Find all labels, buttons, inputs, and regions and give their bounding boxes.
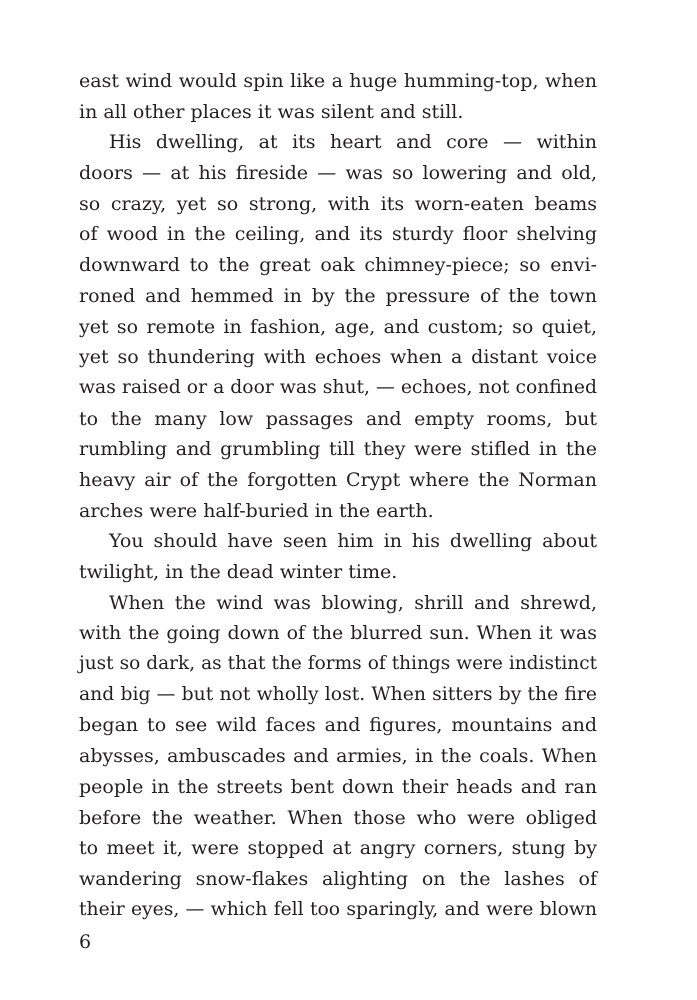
text-line: doors — at his fireside — was so lowering and old, — [79, 162, 597, 185]
text-line: before the weather. When those who were obliged — [79, 806, 597, 829]
text-line: of wood in the ceiling, and its sturdy floor shelving — [79, 223, 597, 246]
body-text — [79, 66, 597, 925]
text-line: so crazy, yet so strong, with its worn-eaten beams — [79, 192, 597, 215]
text-line: heavy air of the forgotten Crypt where the Norman — [79, 468, 597, 491]
text-line: yet so remote in fashion, age, and custom; so quiet, — [79, 315, 597, 338]
text-line: wandering snow-flakes alighting on the lashes of — [79, 867, 597, 890]
text-line: in all other places it was silent and still. — [79, 100, 464, 123]
text-line: downward to the great oak chimney-piece; so envi- — [79, 254, 597, 277]
text-line: arches were half-buried in the earth. — [79, 499, 434, 522]
text-line: their eyes, — which fell too sparingly, and were blown — [79, 898, 597, 920]
text-line: began to see wild faces and figures, mountains and — [79, 714, 597, 737]
text-line: and big — but not wholly lost. When sitters by the fire — [79, 683, 597, 705]
text-line: just so dark, as that the forms of things were indistinct — [79, 653, 597, 675]
text-line: people in the streets bent down their heads and ran — [79, 775, 597, 798]
page-number: 6 — [79, 931, 92, 953]
text-line: rumbling and grumbling till they were stifled in the — [79, 438, 597, 461]
text-line: with the going down of the blurred sun. When it was — [79, 622, 597, 645]
paragraph-start-line: His dwelling, at its heart and core — within — [109, 131, 597, 154]
text-line: twilight, in the dead winter time. — [79, 561, 398, 583]
paragraph-start-line: You should have seen him in his dwelling about — [109, 530, 597, 553]
text-line: was raised or a door was shut, — echoes, not confined — [79, 376, 597, 398]
text-line: abysses, ambuscades and armies, in the coals. When — [79, 745, 597, 768]
paragraph-start-line: When the wind was blowing, shrill and shrewd, — [109, 591, 597, 614]
text-line: east wind would spin like a huge humming-top, when — [79, 70, 597, 92]
text-line: to meet it, were stopped at angry corners, stung by — [79, 837, 597, 860]
text-line: to the many low passages and empty rooms, but — [79, 407, 597, 430]
text-line: yet so thundering with echoes when a distant voice — [79, 346, 597, 369]
text-line: roned and hemmed in by the pressure of the town — [79, 284, 597, 307]
